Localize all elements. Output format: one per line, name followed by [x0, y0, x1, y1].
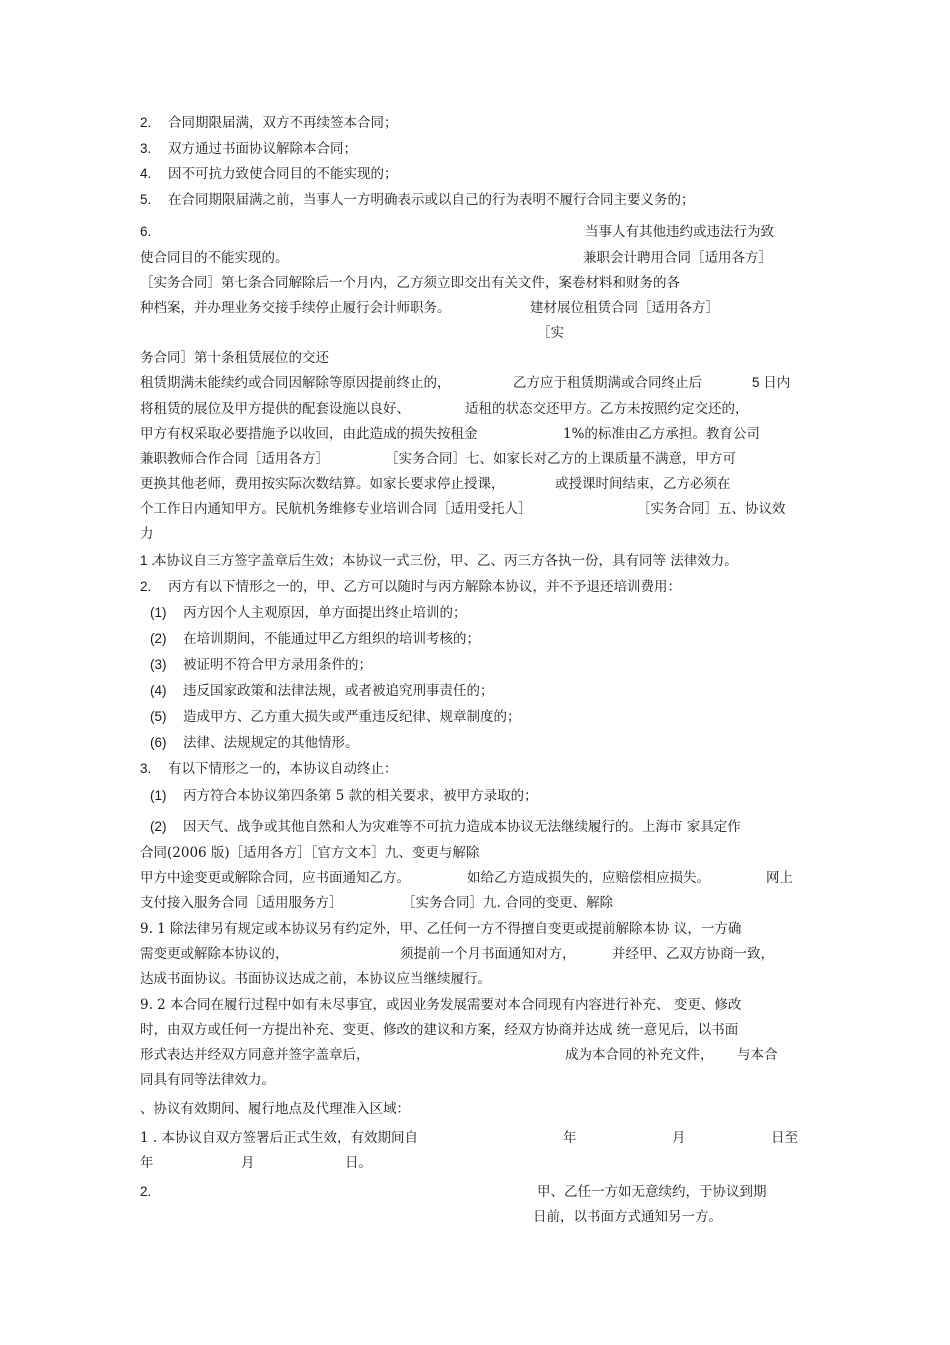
line-segment: 4. — [140, 166, 152, 181]
line-segment: 双方通过书面协议解除本合同； — [168, 141, 357, 157]
line-segment: 2. — [140, 115, 152, 130]
line-segment: 、协议有效期间、履行地点及代理准入区域： — [140, 1101, 410, 1117]
line-segment: 并经甲、乙双方协商一致， — [612, 946, 774, 962]
line-segment: 月 — [672, 1130, 686, 1146]
line-segment: 成为本合同的补充文件， — [565, 1047, 714, 1063]
line-segment: 合同期限届满，双方不再续签本合同； — [168, 115, 398, 131]
document-line — [0, 1150, 950, 1176]
line-segment: 种档案，并办理业务交接手续停止履行会计师职务。 — [140, 300, 451, 316]
document-line — [0, 345, 950, 371]
line-segment: 丙方因个人主观原因，单方面提出终止培训的； — [183, 605, 467, 621]
line-segment: ［实务合同］七、如家长对乙方的上课质量不满意，甲方可 — [385, 451, 736, 467]
document-line — [0, 446, 950, 472]
document-line — [0, 574, 950, 600]
document-line — [0, 756, 950, 782]
line-segment: 9. 2 本合同在履行过程中如有未尽事宜，或因业务发展需要对本合同现有内容进行补充、 变更、修改 — [140, 997, 742, 1013]
line-segment: 同具有同等法律效力。 — [140, 1072, 275, 1088]
line-segment: 因天气、战争或其他自然和人为灾难等不可抗力造成本协议无法继续履行的。上海市 家具定作 — [183, 819, 741, 835]
line-segment: 或授课时间结束，乙方必须在 — [555, 476, 731, 492]
line-segment: 5. — [140, 192, 152, 207]
document-line — [0, 890, 950, 916]
line-segment: 当事人有其他违约或违法行为致 — [585, 224, 774, 240]
document-line — [0, 966, 950, 992]
line-segment: 违反国家政策和法律法规，或者被追究刑事责任的； — [183, 683, 494, 699]
document-line — [0, 1017, 950, 1043]
line-segment: 形式表达并经双方同意并签字盖章后， — [140, 1047, 370, 1063]
line-segment: 本协议自三方签字盖章后生效；本协议一式三份，甲、乙、丙三方各执一份，具有同等 法律效力。 — [153, 553, 738, 569]
line-segment: (3) — [150, 657, 167, 672]
line-segment: 个工作日内通知甲方。民航机务维修专业培训合同［适用受托人］ — [140, 501, 532, 517]
line-segment: 达成书面协议。书面协议达成之前，本协议应当继续履行。 — [140, 971, 491, 987]
line-segment: 1 . 本协议自双方签署后正式生效，有效期间自 — [140, 1130, 418, 1146]
line-segment: 甲、乙任一方如无意续约，于协议到期 — [537, 1184, 767, 1200]
line-segment: ［实 — [537, 325, 564, 341]
line-segment: (2) — [150, 631, 167, 646]
document-line — [0, 161, 950, 187]
document-line — [0, 219, 950, 245]
line-segment: 月 — [241, 1155, 255, 1171]
line-segment: (2) — [150, 819, 167, 834]
line-segment: 1 . — [140, 553, 156, 568]
line-segment: ［实务合同］九. 合同的变更、解除 — [402, 895, 614, 911]
line-segment: 丙方符合本协议第四条第 5 款的相关要求，被甲方录取的； — [183, 788, 538, 804]
line-segment: 兼职教师合作合同［适用各方］ — [140, 451, 329, 467]
line-segment: 日。 — [345, 1155, 372, 1171]
line-segment: 将租赁的展位及甲方提供的配套设施以良好、 — [140, 401, 410, 417]
line-segment: (1) — [150, 788, 167, 803]
line-segment: 租赁期满未能续约或合同因解除等原因提前终止的， — [140, 375, 451, 391]
line-segment: 日前，以书面方式通知另一方。 — [533, 1209, 722, 1225]
line-segment: 甲方中途变更或解除合同，应书面通知乙方。 — [140, 870, 410, 886]
line-segment: 与本合 — [737, 1047, 778, 1063]
document-line — [0, 652, 950, 678]
line-segment: 9. 1 除法律另有规定或本协议另有约定外，甲、乙任何一方不得擅自变更或提前解除本协 议，一方确 — [140, 921, 742, 937]
document-line — [0, 1179, 950, 1205]
document-line — [0, 1067, 950, 1093]
line-segment: ［实务合同］第七条合同解除后一个月内，乙方须立即交出有关文件，案卷材料和财务的各 — [140, 275, 680, 291]
document-line — [0, 600, 950, 626]
line-segment: 更换其他老师，费用按实际次数结算。如家长要求停止授课， — [140, 476, 505, 492]
document-line — [0, 1125, 950, 1151]
line-segment: 3. — [140, 761, 152, 776]
line-segment: 有以下情形之一的，本协议自动终止： — [168, 761, 398, 777]
line-segment: (5) — [150, 709, 167, 724]
line-segment: 年 — [140, 1155, 154, 1171]
line-segment: 网上 — [766, 870, 793, 886]
document-line — [0, 1204, 950, 1230]
line-segment: 使合同目的不能实现的。 — [140, 250, 289, 266]
line-segment: 2. — [140, 1184, 152, 1199]
line-segment: 如给乙方造成损失的，应赔偿相应损失。 — [467, 870, 710, 886]
document-line — [0, 916, 950, 942]
line-segment: 甲方有权采取必要措施予以收回，由此造成的损失按租金 — [140, 426, 478, 442]
line-segment: 合同(2006 版)［适用各方］［官方文本］九、变更与解除 — [140, 845, 480, 861]
document-line — [0, 814, 950, 840]
document-line — [0, 521, 950, 547]
document-line — [0, 187, 950, 213]
document-line — [0, 110, 950, 136]
document-line — [0, 370, 950, 396]
document-line — [0, 270, 950, 296]
line-segment: 法律、法规规定的其他情形。 — [183, 735, 359, 751]
document-line — [0, 548, 950, 574]
line-segment: 日至 — [771, 1130, 798, 1146]
document-line — [0, 704, 950, 730]
document-line — [0, 730, 950, 756]
line-segment: (4) — [150, 683, 167, 698]
document-line — [0, 1042, 950, 1068]
line-segment: 5 日内 — [752, 375, 791, 390]
line-segment: 造成甲方、乙方重大损失或严重违反纪律、规章制度的； — [183, 709, 521, 725]
line-segment: 被证明不符合甲方录用条件的； — [183, 657, 372, 673]
line-segment: (1) — [150, 605, 167, 620]
line-segment: 须提前一个月书面通知对方， — [400, 946, 576, 962]
line-segment: 2. — [140, 579, 152, 594]
line-segment: 适租的状态交还甲方。乙方未按照约定交还的， — [465, 401, 749, 417]
document-line — [0, 295, 950, 321]
document-line — [0, 840, 950, 866]
line-segment: 支付接入服务合同［适用服务方］ — [140, 895, 343, 911]
line-segment: 丙方有以下情形之一的，甲、乙方可以随时与丙方解除本协议，并不予退还培训费用： — [168, 579, 681, 595]
document-line — [0, 245, 950, 271]
document-line — [0, 320, 950, 346]
document-line — [0, 865, 950, 891]
document-line — [0, 626, 950, 652]
document-line — [0, 941, 950, 967]
document-line — [0, 783, 950, 809]
line-segment: ［实务合同］五、协议效 — [637, 501, 786, 517]
line-segment: 在合同期限届满之前，当事人一方明确表示或以自己的行为表明不履行合同主要义务的； — [168, 192, 695, 208]
line-segment: 3. — [140, 141, 152, 156]
line-segment: 兼职会计聘用合同［适用各方］ — [583, 250, 772, 266]
line-segment: 1%的标准由乙方承担。教育公司 — [563, 426, 760, 442]
line-segment: 需变更或解除本协议的， — [140, 946, 289, 962]
line-segment: 乙方应于租赁期满或合同终止后 — [513, 375, 702, 391]
line-segment: 6. — [140, 224, 152, 239]
document-line — [0, 136, 950, 162]
line-segment: 务合同］第十条租赁展位的交还 — [140, 350, 329, 366]
line-segment: 年 — [563, 1130, 577, 1146]
document-line — [0, 496, 950, 522]
line-segment: 力 — [140, 526, 154, 542]
document-line — [0, 1096, 950, 1122]
line-segment: 时，由双方或任何一方提出补充、变更、修改的建议和方案，经双方协商并达成 统一意见后，以书面 — [140, 1022, 739, 1038]
line-segment: 建材展位租赁合同［适用各方］ — [530, 300, 719, 316]
document-line — [0, 396, 950, 422]
line-segment: 因不可抗力致使合同目的不能实现的； — [168, 166, 398, 182]
line-segment: 在培训期间，不能通过甲乙方组织的培训考核的； — [183, 631, 480, 647]
line-segment: (6) — [150, 735, 167, 750]
document-line — [0, 471, 950, 497]
document-line — [0, 678, 950, 704]
document-line — [0, 992, 950, 1018]
document-line — [0, 421, 950, 447]
